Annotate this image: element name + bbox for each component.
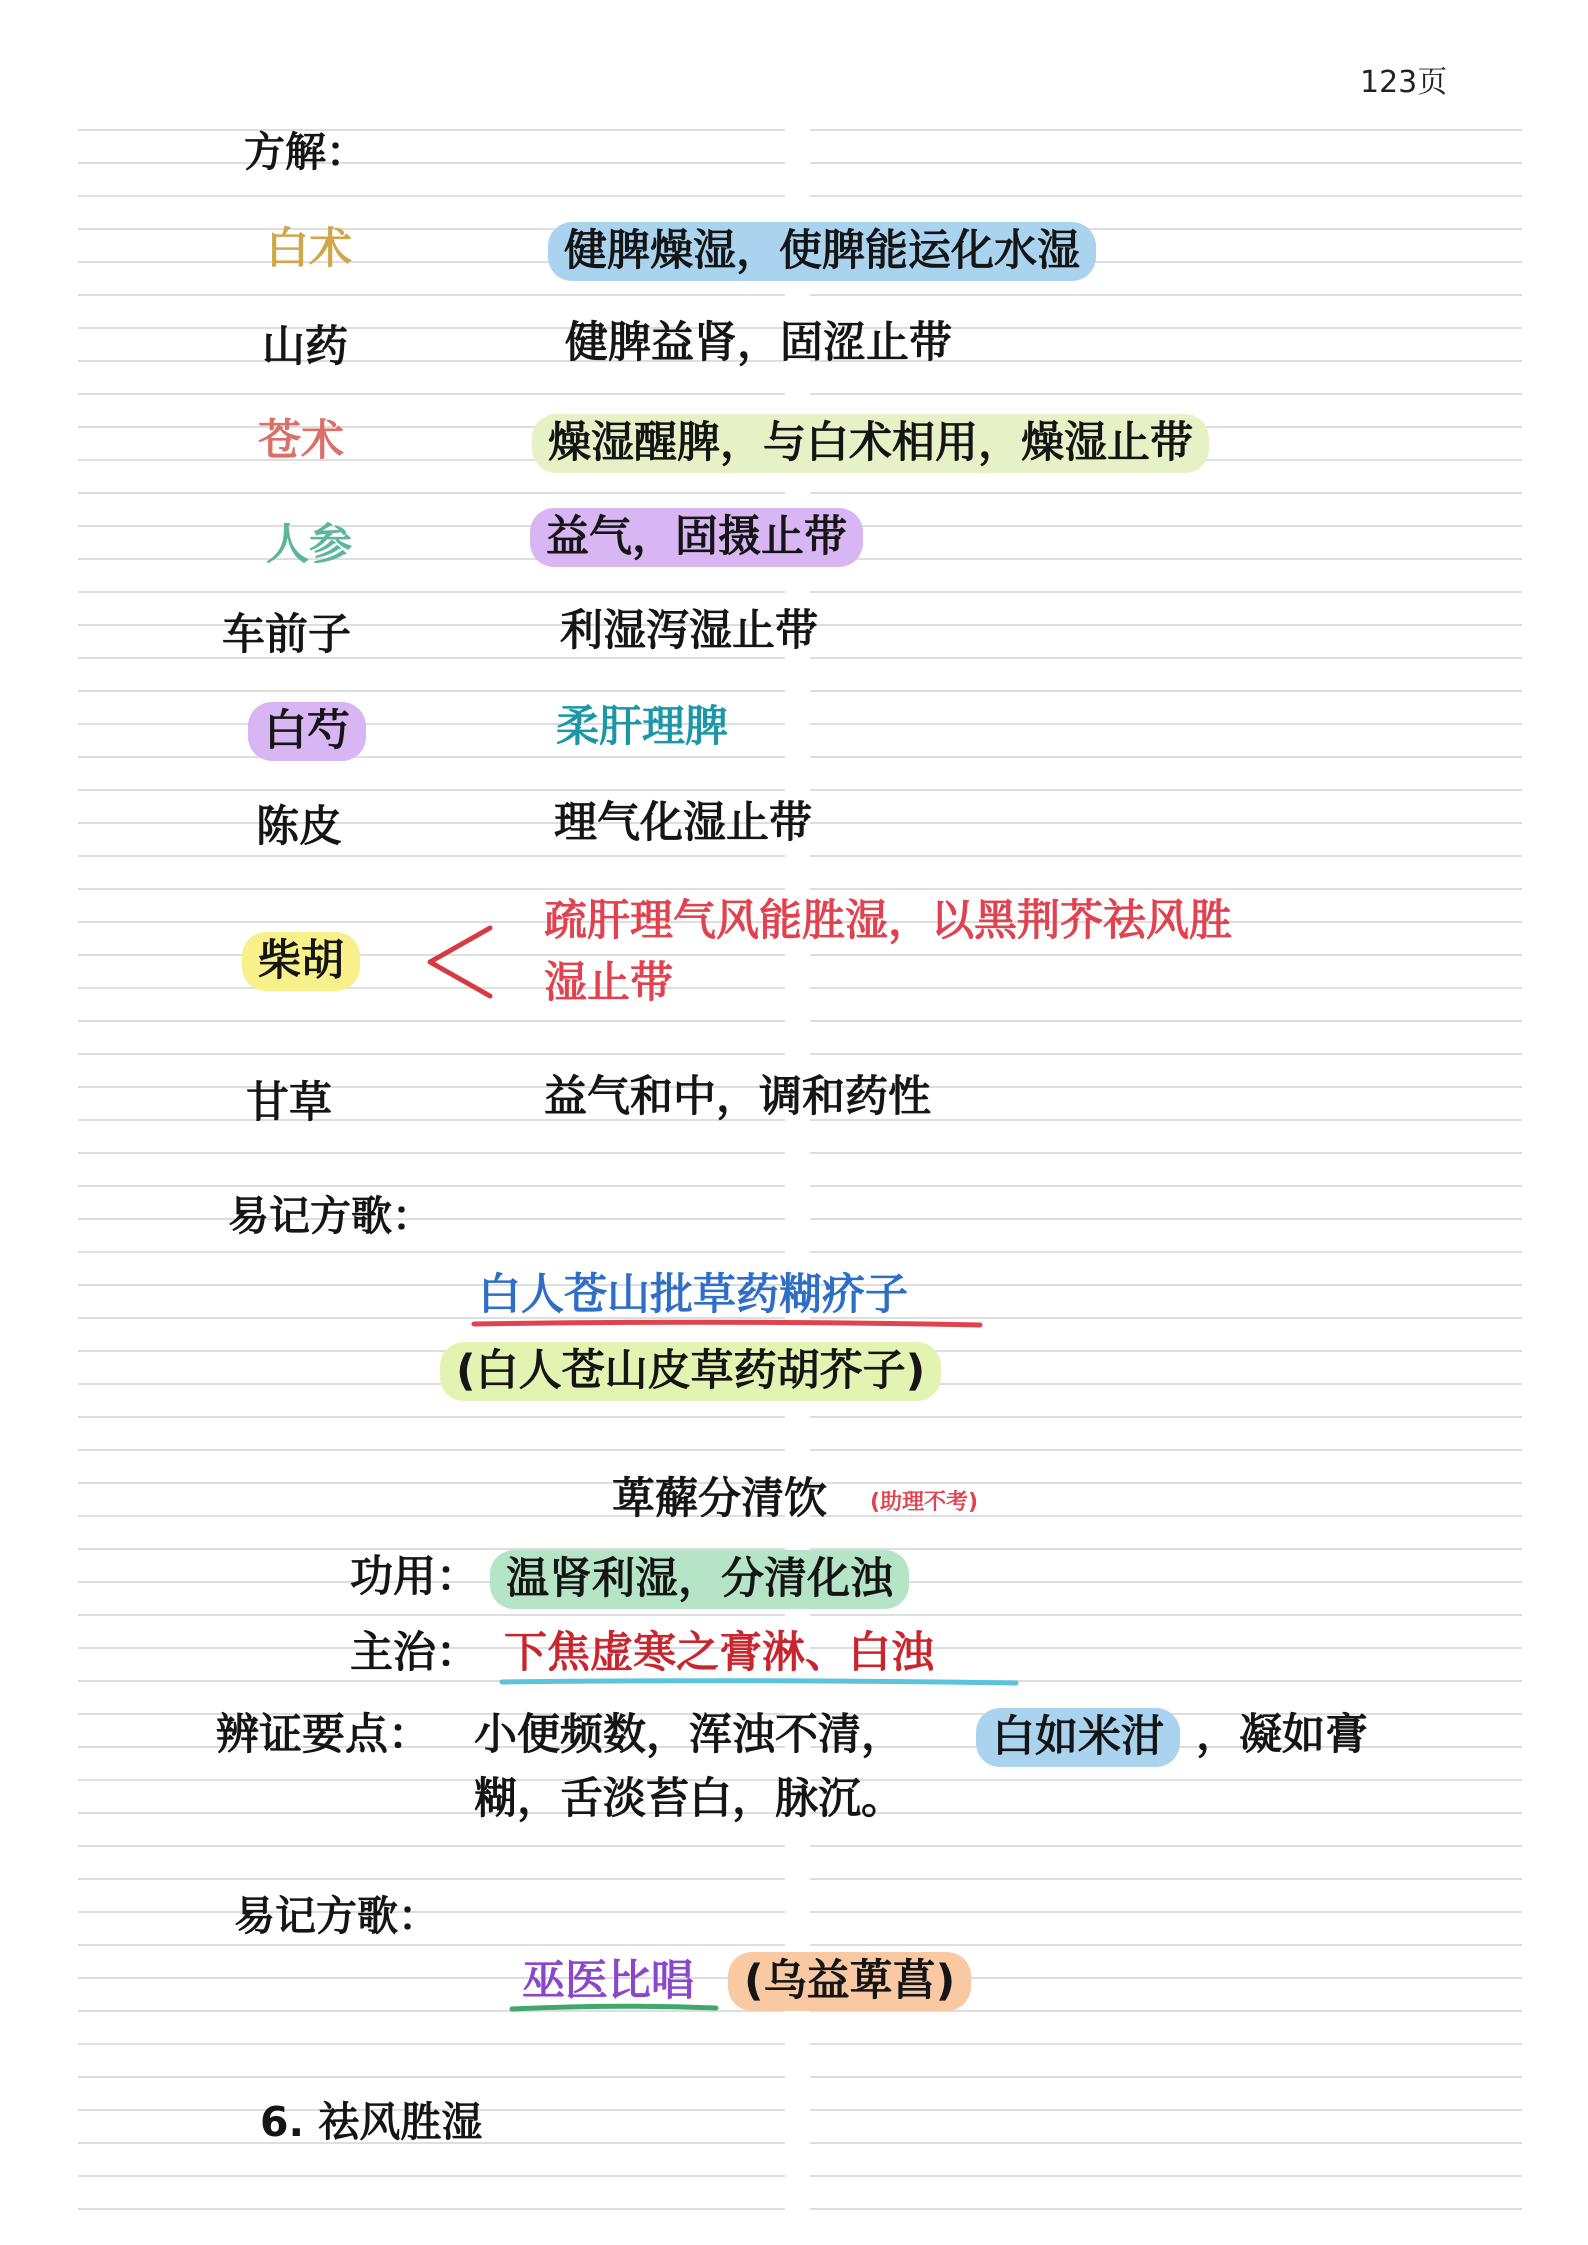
herb-name-baishao: 白芍 bbox=[248, 702, 366, 761]
herb-desc-chaihu-line2: 湿止带 bbox=[544, 958, 673, 1008]
keypoints-highlight: 白如米泔 bbox=[976, 1708, 1180, 1767]
next-section-heading: 6. 祛风胜湿 bbox=[260, 2098, 483, 2146]
formula2-title: 萆薢分清饮 bbox=[612, 1474, 827, 1524]
herb-desc-chaihu-line1: 疏肝理气风能胜湿，以黑荆芥祛风胜 bbox=[544, 896, 1232, 946]
herb-name-baizhu: 白术 bbox=[266, 224, 352, 274]
song1-red-underline bbox=[472, 1318, 984, 1330]
herb-desc-cangzhu: 燥湿醒脾，与白术相用，燥湿止带 bbox=[532, 414, 1209, 473]
herb-desc-cheqianzi: 利湿泻湿止带 bbox=[560, 606, 818, 656]
bracket-mark bbox=[424, 924, 496, 1000]
herb-desc-gancao: 益气和中，调和药性 bbox=[544, 1072, 931, 1122]
herb-desc-renshen: 益气，固摄止带 bbox=[530, 508, 863, 567]
herb-name-cheqianzi: 车前子 bbox=[222, 610, 351, 660]
page-number: 123页 bbox=[1360, 65, 1448, 100]
section-heading-fangjie: 方解： bbox=[244, 128, 367, 176]
song1-line2: (白人苍山皮草药胡芥子) bbox=[440, 1342, 941, 1401]
keypoints-text-a: 小便频数，浑浊不清， bbox=[474, 1710, 904, 1760]
song2-mnemonic: 巫医比唱 bbox=[522, 1956, 694, 2006]
herb-desc-shanyao: 健脾益肾，固涩止带 bbox=[565, 318, 952, 368]
keypoints-text-b: ，凝如膏 bbox=[1196, 1710, 1368, 1760]
song2-mnemonic-herbs: (乌益萆菖) bbox=[728, 1952, 971, 2011]
herb-name-gancao: 甘草 bbox=[246, 1078, 332, 1128]
function-text: 温肾利湿，分清化浊 bbox=[490, 1550, 909, 1609]
herb-name-chaihu: 柴胡 bbox=[242, 932, 360, 991]
herb-desc-baishao: 柔肝理脾 bbox=[556, 702, 728, 752]
formula2-note: (助理不考) bbox=[870, 1490, 979, 1515]
herb-name-chenpi: 陈皮 bbox=[256, 802, 342, 852]
herb-desc-baizhu: 健脾燥湿，使脾能运化水湿 bbox=[548, 222, 1096, 281]
keypoints-line2: 糊，舌淡苔白，脉沉。 bbox=[474, 1774, 904, 1824]
keypoints-label: 辨证要点： bbox=[216, 1710, 431, 1760]
herb-desc-chenpi: 理气化湿止带 bbox=[554, 798, 812, 848]
song2-heading: 易记方歌： bbox=[234, 1892, 439, 1940]
herb-name-cangzhu: 苍术 bbox=[258, 416, 344, 466]
indication-text: 下焦虚寒之膏淋、白浊 bbox=[504, 1628, 934, 1678]
indication-blue-underline bbox=[500, 1676, 1020, 1688]
herb-name-renshen: 人参 bbox=[266, 520, 352, 570]
herb-name-shanyao: 山药 bbox=[262, 322, 348, 372]
song1-heading: 易记方歌： bbox=[228, 1192, 433, 1240]
song2-green-underline bbox=[510, 2002, 720, 2014]
song1-line1: 白人苍山批草药糊疥子 bbox=[478, 1270, 908, 1320]
indication-label: 主治： bbox=[350, 1628, 479, 1678]
function-label: 功用： bbox=[350, 1552, 479, 1602]
